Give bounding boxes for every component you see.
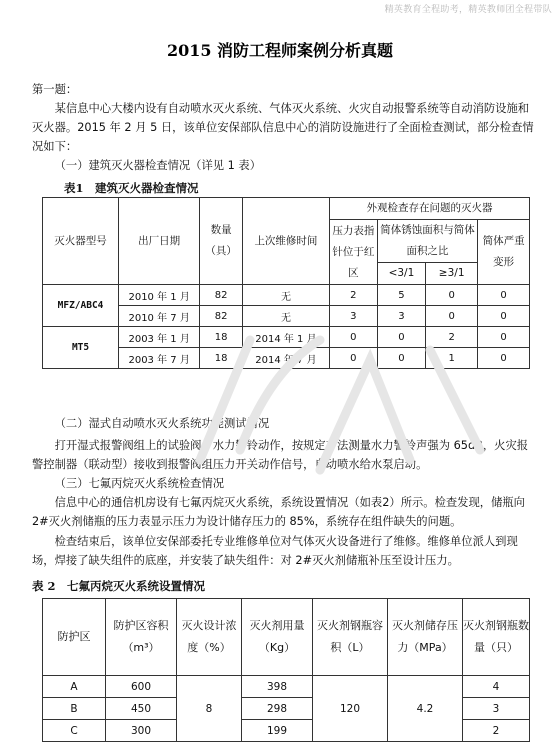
- cell-ge: 1: [426, 348, 478, 369]
- cell-deform: 0: [478, 348, 530, 369]
- table2-caption: 表 2 七氟丙烷灭火系统设置情况: [32, 579, 206, 593]
- cell-maint: 2014 年 1 月: [242, 327, 329, 348]
- section-3-body: 信息中心的通信机房设有七氟丙烷灭火系统，系统设置情况（如表2）所示。检查发现，储瓶向 2#灭火剂储瓶的压力表显示压力为设计储存压力的 85%，系统存在组件缺失的问题。: [32, 496, 525, 528]
- cell-agent: 298: [242, 698, 313, 720]
- cell-lt: 5: [377, 285, 425, 306]
- cell-model: MT5: [43, 327, 119, 369]
- cell-count: 4: [463, 676, 530, 698]
- cell-lt: 3: [377, 306, 425, 327]
- cell-qty: 18: [200, 348, 243, 369]
- cell-pressure: 0: [329, 348, 377, 369]
- header-bottle: 灭火剂钢瓶容积（L）: [313, 599, 388, 676]
- header-conc: 灭火设计浓度（%）: [177, 599, 242, 676]
- cell-count: 3: [463, 698, 530, 720]
- cell-date: 2003 年 1 月: [119, 327, 200, 348]
- cell-count: 2: [463, 720, 530, 742]
- section-2-heading: （二）湿式自动喷水灭火系统功能测试情况: [54, 417, 270, 430]
- cell-volume: 600: [106, 676, 177, 698]
- section-3-body-2: 检查结束后，该单位安保部委托专业维修单位对气体灭火设备进行了维修。维修单位派人到现场，焊接了缺失组件的底座，并安装了缺失组件：对 2#灭火剂储瓶补压至设计压力。: [32, 535, 518, 567]
- header-count: 灭火剂钢瓶数量（只）: [463, 599, 530, 676]
- cell-lt: 0: [377, 348, 425, 369]
- cell-ge: 0: [426, 285, 478, 306]
- cell-date: 2010 年 1 月: [119, 285, 200, 306]
- cell-lt: 0: [377, 327, 425, 348]
- header-corrosion: 简体锈蚀面积与简体面积之比: [377, 220, 477, 263]
- cell-maint: 无: [242, 306, 329, 327]
- cell-maint: 无: [242, 285, 329, 306]
- cell-agent: 398: [242, 676, 313, 698]
- cell-ge: 2: [426, 327, 478, 348]
- heptafluoropropane-table: [42, 598, 530, 742]
- table-row: [43, 285, 530, 306]
- header-note: 精英教育全程助考，精英教师团全程带队: [384, 5, 552, 15]
- header-qty: 数量（具）: [200, 198, 243, 285]
- cell-volume: 300: [106, 720, 177, 742]
- table1-caption: 表1 建筑灭火器检查情况: [64, 181, 199, 195]
- cell-deform: 0: [478, 327, 530, 348]
- extinguisher-table: [42, 197, 530, 369]
- section-3-heading: （三）七氟丙烷灭火系统检查情况: [54, 477, 225, 490]
- cell-conc: 8: [177, 676, 242, 742]
- cell-maint: 2014 年 7 月: [242, 348, 329, 369]
- header-agent: 灭火剂用量（Kg）: [242, 599, 313, 676]
- cell-zone: C: [43, 720, 106, 742]
- section-1-heading: （一）建筑灭火器检查情况（详见 1 表）: [54, 159, 262, 172]
- intro-paragraph: 某信息中心大楼内设有自动喷水灭火系统、气体灭火系统、火灾自动报警系统等自动消防设施和灭火器。2015 年 2 月 5 日，该单位安保部队信息中心的消防设施进行了全面检查测试，部分检查情况如下：: [32, 102, 534, 153]
- header-ge: ≥3/1: [426, 263, 478, 285]
- header-zone: 防护区: [43, 599, 106, 676]
- cell-ge: 0: [426, 306, 478, 327]
- table-row: [43, 676, 530, 698]
- header-deform: 简体严重变形: [478, 220, 530, 285]
- cell-pressure: 3: [329, 306, 377, 327]
- cell-qty: 18: [200, 327, 243, 348]
- page-title: 2015 消防工程师案例分析真题: [166, 41, 394, 60]
- header-pressure: 压力表指针位于红区: [329, 220, 377, 285]
- cell-press: 4.2: [388, 676, 463, 742]
- question-label: 第一题：: [32, 83, 78, 96]
- cell-deform: 0: [478, 285, 530, 306]
- header-press: 灭火剂储存压力（MPa）: [388, 599, 463, 676]
- header-type: 灭火器型号: [43, 198, 119, 285]
- cell-deform: 0: [478, 306, 530, 327]
- header-lt: <3/1: [377, 263, 425, 285]
- cell-bottle: 120: [313, 676, 388, 742]
- cell-pressure: 0: [329, 327, 377, 348]
- section-2-body: 打开湿式报警阀组上的试验阀，水力警铃动作，按规定方法测量水力警铃声强为 65dB，火灾报警控制器（联动型）接收到报警阀组压力开关动作信号，自动喷水给水泵启动。: [32, 439, 529, 471]
- cell-pressure: 2: [329, 285, 377, 306]
- table-row: [43, 327, 530, 348]
- cell-agent: 199: [242, 720, 313, 742]
- cell-volume: 450: [106, 698, 177, 720]
- header-appearance: 外观检查存在问题的灭火器: [329, 198, 529, 220]
- header-maint: 上次维修时间: [242, 198, 329, 285]
- cell-date: 2010 年 7 月: [119, 306, 200, 327]
- cell-zone: B: [43, 698, 106, 720]
- cell-qty: 82: [200, 285, 243, 306]
- cell-zone: A: [43, 676, 106, 698]
- cell-model: MFZ/ABC4: [43, 285, 119, 327]
- cell-qty: 82: [200, 306, 243, 327]
- cell-date: 2003 年 7 月: [119, 348, 200, 369]
- header-volume: 防护区容积（m³）: [106, 599, 177, 676]
- header-date: 出厂日期: [119, 198, 200, 285]
